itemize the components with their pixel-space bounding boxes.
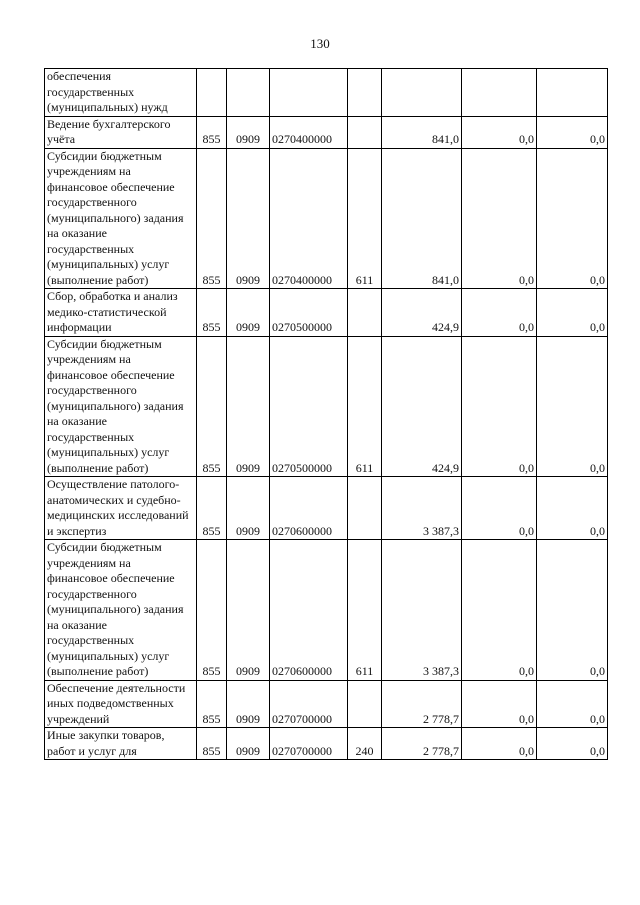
page-number: 130 (310, 36, 330, 51)
amount-year3-cell: 0,0 (537, 728, 608, 760)
ved-code-cell: 855 (197, 116, 227, 148)
amount-year2-cell: 0,0 (462, 540, 537, 681)
expense-type-cell: 240 (348, 728, 382, 760)
amount-year3-cell (537, 69, 608, 117)
item-name-cell: Осуществление патолого-анатомических и судебно-медицинских исследований и экспертиз (45, 477, 197, 540)
amount-year2-cell: 0,0 (462, 728, 537, 760)
amount-year1-cell: 841,0 (382, 148, 462, 289)
amount-year3-cell: 0,0 (537, 148, 608, 289)
amount-year3-cell: 0,0 (537, 289, 608, 337)
amount-year3-cell: 0,0 (537, 336, 608, 477)
item-name-cell: Иные закупки товаров, работ и услуг для (45, 728, 197, 760)
ved-code-cell (197, 69, 227, 117)
amount-year1-cell: 424,9 (382, 289, 462, 337)
target-article-cell: 0270700000 (270, 680, 348, 728)
item-name-cell: обеспечения государственных (муниципальных) нужд (45, 69, 197, 117)
amount-year1-cell: 2 778,7 (382, 728, 462, 760)
amount-year1-cell: 3 387,3 (382, 540, 462, 681)
table-row (45, 148, 608, 289)
amount-year3-cell: 0,0 (537, 116, 608, 148)
target-article-cell: 0270500000 (270, 289, 348, 337)
expense-type-cell: 611 (348, 148, 382, 289)
expense-type-cell (348, 289, 382, 337)
ved-code-cell: 855 (197, 477, 227, 540)
amount-year2-cell: 0,0 (462, 148, 537, 289)
item-name-cell: Субсидии бюджетным учреждениям на финансовое обеспечение государственного (муниципального) задания на оказание государственных (муниципальных) услуг (выполнение работ) (45, 540, 197, 681)
item-name-cell: Сбор, обработка и анализ медико-статистической информации (45, 289, 197, 337)
budget-table (44, 68, 608, 760)
section-code-cell: 0909 (227, 680, 270, 728)
target-article-cell (270, 69, 348, 117)
expense-type-cell: 611 (348, 336, 382, 477)
section-code-cell: 0909 (227, 148, 270, 289)
target-article-cell: 0270600000 (270, 477, 348, 540)
item-name-cell: Субсидии бюджетным учреждениям на финансовое обеспечение государственного (муниципального) задания на оказание государственных (муниципальных) услуг (выполнение работ) (45, 148, 197, 289)
table-row (45, 477, 608, 540)
item-name-cell: Ведение бухгалтерского учёта (45, 116, 197, 148)
amount-year2-cell: 0,0 (462, 289, 537, 337)
section-code-cell: 0909 (227, 477, 270, 540)
ved-code-cell: 855 (197, 680, 227, 728)
expense-type-cell: 611 (348, 540, 382, 681)
table-row (45, 728, 608, 760)
amount-year2-cell: 0,0 (462, 477, 537, 540)
target-article-cell: 0270600000 (270, 540, 348, 681)
section-code-cell: 0909 (227, 336, 270, 477)
target-article-cell: 0270400000 (270, 148, 348, 289)
item-name-cell: Субсидии бюджетным учреждениям на финансовое обеспечение государственного (муниципального) задания на оказание государственных (муниципальных) услуг (выполнение работ) (45, 336, 197, 477)
amount-year1-cell: 424,9 (382, 336, 462, 477)
ved-code-cell: 855 (197, 289, 227, 337)
section-code-cell: 0909 (227, 289, 270, 337)
table-row (45, 289, 608, 337)
amount-year1-cell: 3 387,3 (382, 477, 462, 540)
ved-code-cell: 855 (197, 336, 227, 477)
target-article-cell: 0270400000 (270, 116, 348, 148)
amount-year3-cell: 0,0 (537, 680, 608, 728)
amount-year2-cell (462, 69, 537, 117)
ved-code-cell: 855 (197, 728, 227, 760)
table-row (45, 116, 608, 148)
expense-type-cell (348, 477, 382, 540)
section-code-cell: 0909 (227, 540, 270, 681)
amount-year1-cell: 841,0 (382, 116, 462, 148)
expense-type-cell (348, 69, 382, 117)
amount-year2-cell: 0,0 (462, 336, 537, 477)
table-row (45, 540, 608, 681)
amount-year3-cell: 0,0 (537, 540, 608, 681)
item-name-cell: Обеспечение деятельности иных подведомственных учреждений (45, 680, 197, 728)
expense-type-cell (348, 116, 382, 148)
table-row (45, 336, 608, 477)
section-code-cell: 0909 (227, 728, 270, 760)
ved-code-cell: 855 (197, 148, 227, 289)
table-row (45, 69, 608, 117)
amount-year1-cell: 2 778,7 (382, 680, 462, 728)
section-code-cell: 0909 (227, 116, 270, 148)
target-article-cell: 0270500000 (270, 336, 348, 477)
ved-code-cell: 855 (197, 540, 227, 681)
amount-year3-cell: 0,0 (537, 477, 608, 540)
table-row (45, 680, 608, 728)
amount-year2-cell: 0,0 (462, 116, 537, 148)
expense-type-cell (348, 680, 382, 728)
amount-year2-cell: 0,0 (462, 680, 537, 728)
amount-year1-cell (382, 69, 462, 117)
section-code-cell (227, 69, 270, 117)
target-article-cell: 0270700000 (270, 728, 348, 760)
